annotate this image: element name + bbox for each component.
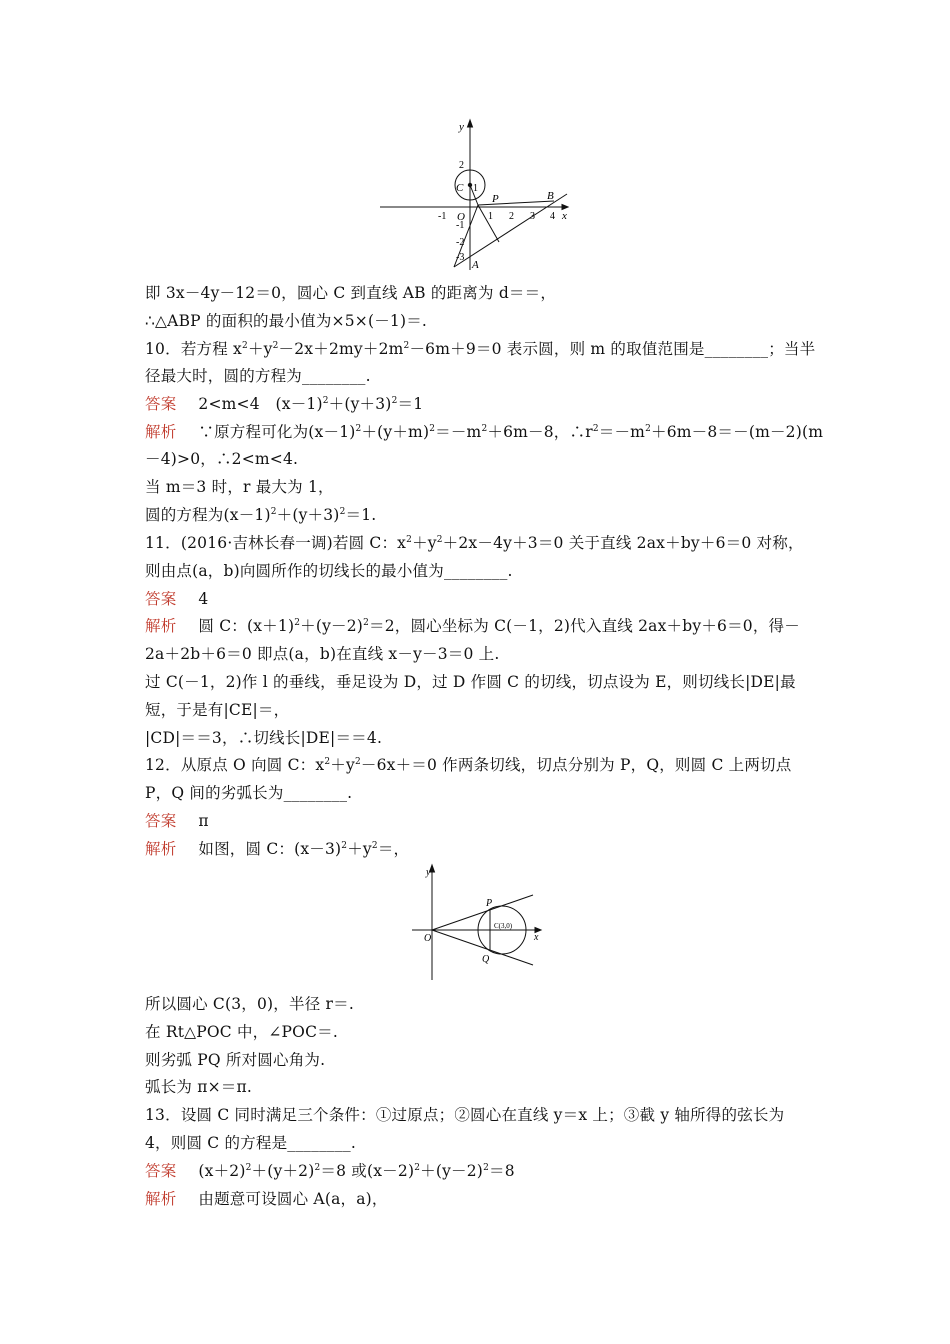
text-line <box>145 505 825 525</box>
text-line <box>145 449 825 469</box>
fig1-ytick: -2 <box>456 237 465 248</box>
question-11 <box>145 533 825 553</box>
superscript: 2 <box>355 424 362 434</box>
line-ab <box>454 194 567 267</box>
superscript: 2 <box>645 424 652 434</box>
analysis-label: 解析 <box>145 840 177 858</box>
analysis-label: 解析 <box>145 617 177 635</box>
superscript: 2 <box>414 1163 421 1173</box>
text-line <box>145 366 825 386</box>
superscript: 2 <box>314 1163 321 1173</box>
text-segment: 径最大时，圆的方程为________. <box>145 367 371 385</box>
fig1-point-a: A <box>472 259 479 271</box>
text-segment: 2<m<4 (x－1) <box>198 395 323 413</box>
superscript: 2 <box>339 507 346 517</box>
answer-label: 答案 <box>145 590 177 608</box>
text-segment: 则由点(a，b)向圆所作的切线长的最小值为________. <box>145 562 513 580</box>
answer-13 <box>145 1161 825 1181</box>
figure-tangent-lines <box>410 862 546 982</box>
superscript: 2 <box>272 341 279 351</box>
text-segment: π <box>198 812 209 830</box>
analysis-13 <box>145 1189 825 1209</box>
answer-label: 答案 <box>145 1162 177 1180</box>
superscript: 2 <box>592 424 599 434</box>
superscript: 2 <box>483 1163 489 1173</box>
analysis-label: 解析 <box>145 423 177 441</box>
superscript: 2 <box>270 507 277 517</box>
fig2-x-label: x <box>534 932 539 943</box>
answer-11 <box>145 589 825 609</box>
text-line <box>145 783 825 803</box>
figure-circle-triangle <box>372 115 582 275</box>
answer-12 <box>145 811 825 831</box>
text-segment: ＋(y＋m) <box>361 423 430 441</box>
text-segment: ＋y <box>330 756 355 774</box>
superscript: 2 <box>324 757 331 767</box>
text-segment: ＝， <box>377 840 410 858</box>
text-segment: 如图，圆 C：(x－3) <box>198 840 342 858</box>
text-segment: P，Q 间的劣弧长为________. <box>145 784 353 802</box>
text-line <box>145 700 825 720</box>
x-axis-arrow <box>562 205 568 210</box>
fig1-ytick: 1 <box>473 183 478 194</box>
fig1-point-p: P <box>492 193 499 205</box>
text-segment: ＋y <box>347 840 372 858</box>
text-segment: ＋(y－2) <box>420 1162 484 1180</box>
text-segment: ＝1 <box>397 395 424 413</box>
superscript: 2 <box>403 341 410 351</box>
fig1-x-label: x <box>562 210 567 222</box>
text-segment: －6x＋＝0 作两条切线，切点分别为 P，Q，则圆 C 上两切点 <box>360 756 792 774</box>
answer-label: 答案 <box>145 812 177 830</box>
fig1-ytick: 2 <box>459 160 464 171</box>
text-segment: 4，则圆 C 的方程是________. <box>145 1134 357 1152</box>
text-line <box>145 283 825 303</box>
text-segment: ＝－m <box>435 423 482 441</box>
text-segment: 弧长为 π×＝π. <box>145 1078 253 1096</box>
text-line <box>145 644 825 664</box>
text-segment: －4)>0，∴2<m<4. <box>145 450 299 468</box>
text-segment: (x＋2) <box>198 1162 246 1180</box>
superscript: 2 <box>242 341 248 351</box>
text-segment: 即 3x－4y－12＝0，圆心 C 到直线 AB 的距离为 d＝＝， <box>145 284 557 302</box>
question-10 <box>145 339 825 359</box>
analysis-label: 解析 <box>145 1190 177 1208</box>
text-segment: ＋y <box>247 340 273 358</box>
superscript: 2 <box>322 396 329 406</box>
fig2-center-label: C(3,0) <box>494 922 513 930</box>
fig1-origin-label: O <box>457 211 465 223</box>
superscript: 2 <box>245 1163 252 1173</box>
text-segment: ＋2x－4y＋3＝0 关于直线 2ax＋by＋6＝0 对称， <box>442 534 804 552</box>
text-segment: ∴△ABP 的面积的最小值为×5×(－1)＝. <box>145 312 428 330</box>
superscript: 2 <box>429 424 436 434</box>
text-segment: ＝2，圆心坐标为 C(－1，2)代入直线 2ax＋by＋6＝0，得－ <box>369 617 800 635</box>
text-segment: ＝8 <box>489 1162 515 1180</box>
text-line <box>145 1077 825 1097</box>
text-line <box>145 672 825 692</box>
text-segment: 12．从原点 O 向圆 C：x <box>145 756 325 774</box>
fig1-y-label: y <box>459 121 464 133</box>
superscript: 2 <box>354 757 361 767</box>
text-segment: |CD|＝＝3，∴切线长|DE|＝＝4. <box>145 729 383 747</box>
text-segment: 10．若方程 x <box>145 340 242 358</box>
segment-pb <box>478 201 554 205</box>
text-segment: 11．(2016·吉林长春一调)若圆 C：x <box>145 534 407 552</box>
fig1-xtick: -1 <box>438 211 447 222</box>
text-segment: ＝8 或(x－2) <box>320 1162 415 1180</box>
fig1-ytick: -3 <box>456 252 465 263</box>
text-segment: －6m＋9＝0 表示圆，则 m 的取值范围是________；当半 <box>409 340 816 358</box>
text-segment: ＋6m－8＝－(m－2)(m <box>651 423 824 441</box>
text-segment: ＋(y＋3) <box>276 506 340 524</box>
text-segment: ＝1. <box>345 506 377 524</box>
text-segment: 在 Rt△POC 中，∠POC＝. <box>145 1023 338 1041</box>
text-segment: －2x＋2my＋2m <box>278 340 404 358</box>
superscript: 2 <box>391 396 398 406</box>
text-segment: 2a＋2b＋6＝0 即点(a，b)在直线 x－y－3＝0 上. <box>145 645 500 663</box>
superscript: 2 <box>406 535 413 545</box>
superscript: 2 <box>436 535 443 545</box>
text-segment: 过 C(－1，2)作 l 的垂线，垂足设为 D，过 D 作圆 C 的切线，切点设为 E，则切线长|DE|最 <box>145 673 796 691</box>
text-line <box>145 561 825 581</box>
analysis-11 <box>145 616 825 636</box>
text-segment: ＝－m <box>598 423 646 441</box>
question-13 <box>145 1105 825 1125</box>
text-line <box>145 994 825 1014</box>
text-line <box>145 1050 825 1070</box>
text-segment: ＋y <box>412 534 437 552</box>
text-line <box>145 1022 825 1042</box>
question-12 <box>145 755 825 775</box>
answer-10 <box>145 394 825 414</box>
fig1-xtick: 4 <box>550 211 555 222</box>
fig1-xtick: 2 <box>509 211 514 222</box>
text-line <box>145 728 825 748</box>
fig2-y-label: y <box>426 867 431 878</box>
analysis-12 <box>145 839 825 859</box>
text-segment: 圆 C：(x＋1) <box>198 617 295 635</box>
center-dot <box>468 183 472 187</box>
text-segment: ＋(y＋3) <box>328 395 392 413</box>
text-segment: 则劣弧 PQ 所对圆心角为. <box>145 1051 326 1069</box>
text-segment: ＋6m－8，∴r <box>487 423 593 441</box>
text-segment: 13．设圆 C 同时满足三个条件：①过原点；②圆心在直线 y＝x 上；③截 y 轴所得的弦长为 <box>145 1106 785 1124</box>
analysis-10 <box>145 422 825 442</box>
fig2-point-q: Q <box>482 954 490 965</box>
superscript: 2 <box>341 841 348 851</box>
text-line <box>145 477 825 497</box>
text-segment: ＋(y－2) <box>300 617 364 635</box>
answer-label: 答案 <box>145 395 177 413</box>
fig2-origin-label: O <box>424 933 432 944</box>
fig1-xtick: 1 <box>488 211 493 222</box>
text-segment: 圆的方程为(x－1) <box>145 506 271 524</box>
text-segment: 4 <box>198 590 209 608</box>
text-segment: 由题意可设圆心 A(a，a)， <box>198 1190 388 1208</box>
y-axis-arrow <box>468 120 473 127</box>
superscript: 2 <box>363 618 369 628</box>
superscript: 2 <box>294 618 301 628</box>
text-segment: 短，于是有|CE|＝， <box>145 701 290 719</box>
text-line <box>145 311 825 331</box>
superscript: 2 <box>481 424 488 434</box>
fig2-point-p: P <box>486 898 493 909</box>
fig1-xtick: 3 <box>530 211 535 222</box>
fig1-ytick: -1 <box>456 220 465 231</box>
text-segment: ∵原方程可化为(x－1) <box>198 423 356 441</box>
superscript: 2 <box>371 841 378 851</box>
fig1-point-b: B <box>547 190 554 202</box>
text-segment: ＋(y＋2) <box>251 1162 315 1180</box>
text-line <box>145 1133 825 1153</box>
text-segment: 所以圆心 C(3，0)，半径 r＝. <box>145 995 354 1013</box>
fig1-circle-label: C <box>456 182 464 194</box>
text-segment: 当 m＝3 时，r 最大为 1， <box>145 478 334 496</box>
